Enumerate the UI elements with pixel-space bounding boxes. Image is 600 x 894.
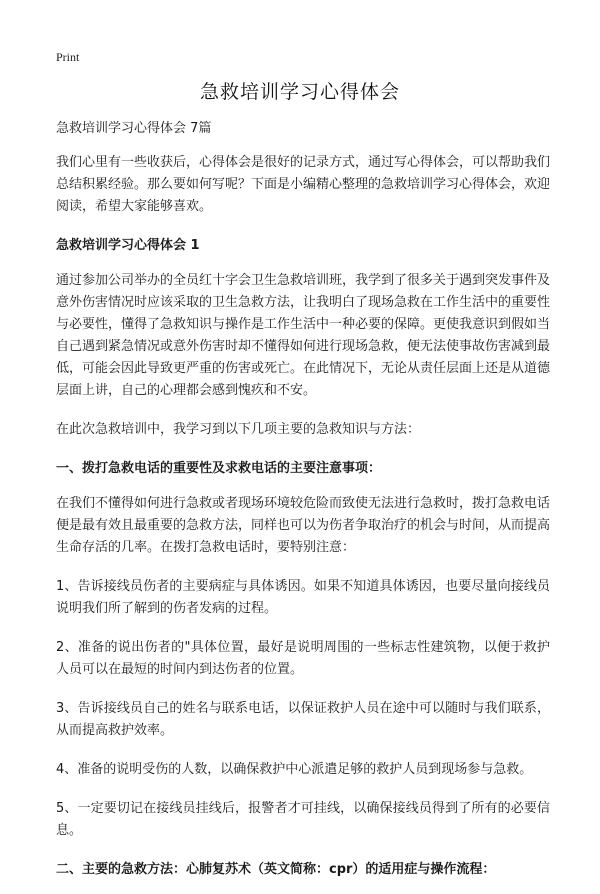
print-label[interactable]: Print	[56, 50, 80, 64]
paragraph-2: 在此次急救培训中，我学习到以下几项主要的急救知识与方法：	[56, 422, 421, 437]
list-item-4: 4、准备的说明受伤的人数，以确保救护中心派遣足够的救护人员到现场参与急救。	[56, 762, 533, 777]
intro-paragraph: 我们心里有一些收获后，心得体会是很好的记录方式，通过写心得体会，可以帮助我们总结积累经验。那么要如何写呢？下面是小编精心整理的急救培训学习心得体会，欢迎阅读，希望大家能够喜欢。	[56, 155, 551, 214]
paragraph-3: 在我们不懂得如何进行急救或者现场环境较危险而致使无法进行急救时，拨打急救电话便是最有效且最重要的急救方法，同样也可以为伤者争取治疗的机会与时间，从而提高生命存活的几率。在拨打急救电话时，要特别注意：	[56, 496, 551, 555]
document-body	[56, 118, 550, 894]
section-heading-1: 急救培训学习心得体会 1	[56, 238, 200, 253]
heading-emergency-call: 一、拨打急救电话的重要性及求救电话的主要注意事项：	[56, 461, 382, 476]
list-item-2: 2、准备的说出伤者的"具体位置，最好是说明周围的一些标志性建筑物，以便于救护人员可以在最短的时间内到达伤者的位置。	[56, 640, 550, 677]
list-item-1: 1、告诉接线员伤者的主要病症与具体诱因。如果不知道具体诱因，也要尽量向接线员说明我们所了解到的伤者发病的过程。	[56, 579, 550, 616]
paragraph-1: 通过参加公司举办的全员红十字会卫生急救培训班，我学到了很多关于遇到突发事件及意外伤害情况时应该采取的卫生急救方法，让我明白了现场急救在工作生活中的重要性与必要性，懂得了急救知识与操作是工作生活中一种必要的保障。更使我意识到假如当自己遇到紧急情况或意外伤害时却不懂得如何进行现场急救，便无法使事故伤害减到最低，可能会因此导致更严重的伤害或死亡。在此情况下，无论从责任层面上还是从道德层面上讲，自己的心理都会感到愧疚和不安。	[56, 273, 551, 398]
page-title: 急救培训学习心得体会	[199, 81, 400, 103]
heading-cpr: 二、主要的急救方法：心肺复苏术（英文简称：cpr）的适用症与操作流程：	[56, 862, 496, 877]
list-item-3: 3、告诉接线员自己的姓名与联系电话，以保证救护人员在途中可以随时与我们联系，从而提高救护效率。	[56, 701, 550, 738]
doc-subtitle: 急救培训学习心得体会 7篇	[56, 121, 212, 136]
list-item-5: 5、一定要切记在接线员挂线后，报警者才可挂线，以确保接线员得到了所有的必要信息。	[56, 801, 550, 838]
